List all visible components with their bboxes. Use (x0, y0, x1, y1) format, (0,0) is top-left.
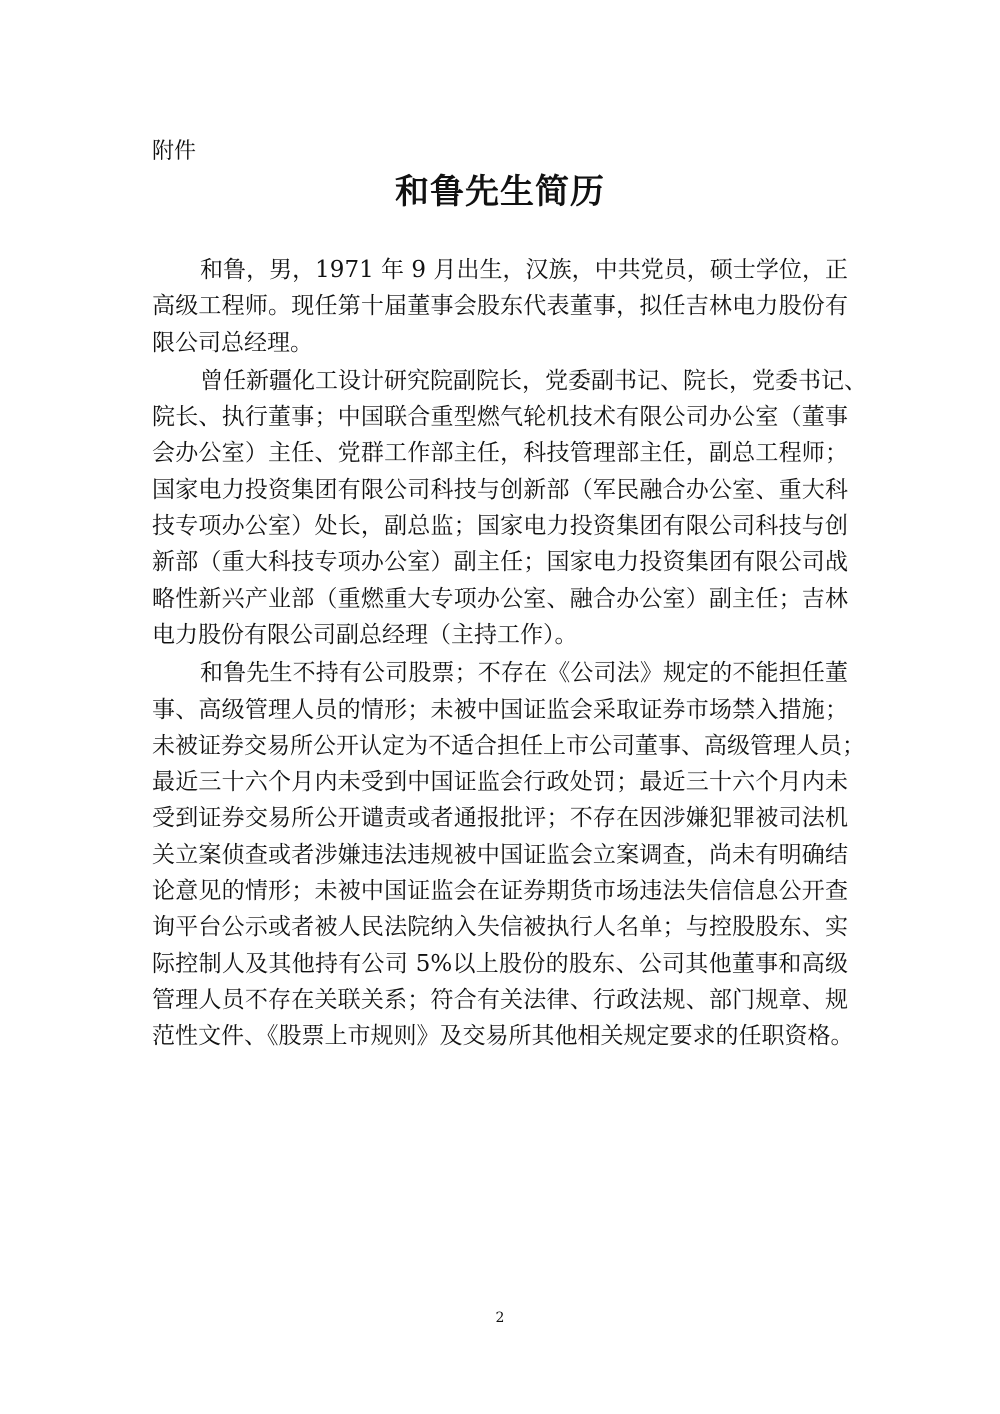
text-line: 曾任新疆化工设计研究院副院长，党委副书记、院长，党委书记、 (200, 367, 867, 394)
text-line: 际控制人及其他持有公司 5%以上股份的股东、公司其他董事和高级 (152, 950, 848, 977)
text-line: 未被证券交易所公开认定为不适合担任上市公司董事、高级管理人员； (152, 732, 865, 759)
text-line: 和鲁，男，1971 年 9 月出生，汉族，中共党员，硕士学位，正 (200, 257, 848, 283)
document-title: 和鲁先生简历 (395, 172, 605, 212)
text-line: 和鲁先生不持有公司股票；不存在《公司法》规定的不能担任董 (200, 660, 848, 687)
page-number: 2 (495, 1310, 505, 1326)
text-line: 询平台公示或者被人民法院纳入失信被执行人名单；与控股股东、实 (152, 914, 848, 941)
text-line: 受到证券交易所公开谴责或者通报批评；不存在因涉嫌犯罪被司法机 (152, 805, 848, 832)
text-line: 技专项办公室）处长，副总监；国家电力投资集团有限公司科技与创 (152, 513, 848, 540)
text-line: 管理人员不存在关联关系；符合有关法律、行政法规、部门规章、规 (152, 986, 848, 1013)
attachment-label: 附件 (152, 139, 197, 164)
paragraph (152, 363, 867, 653)
text-line: 关立案侦查或者涉嫌违法违规被中国证监会立案调查，尚未有明确结 (152, 841, 848, 868)
text-line: 范性文件、《股票上市规则》及交易所其他相关规定要求的任职资格。 (152, 1023, 854, 1050)
text-line: 会办公室）主任、党群工作部主任，科技管理部主任，副总工程师； (152, 440, 848, 467)
paragraph (152, 252, 848, 361)
text-line: 电力股份有限公司副总经理（主持工作）。 (152, 621, 578, 648)
text-line: 论意见的情形；未被中国证监会在证券期货市场违法失信信息公开查 (152, 878, 848, 905)
text-line: 新部（重大科技专项办公室）副主任；国家电力投资集团有限公司战 (152, 549, 848, 576)
text-line: 事、高级管理人员的情形；未被中国证监会采取证券市场禁入措施； (152, 696, 848, 723)
text-line: 高级工程师。现任第十届董事会股东代表董事，拟任吉林电力股份有 (152, 293, 848, 320)
paragraph (152, 655, 865, 1054)
text-line: 最近三十六个月内未受到中国证监会行政处罚；最近三十六个月内未 (152, 769, 848, 796)
text-line: 限公司总经理。 (152, 329, 313, 356)
text-line: 略性新兴产业部（重燃重大专项办公室、融合办公室）副主任；吉林 (152, 585, 848, 612)
text-line: 国家电力投资集团有限公司科技与创新部（军民融合办公室、重大科 (152, 476, 848, 503)
document-body (152, 252, 867, 1057)
text-line: 院长、执行董事；中国联合重型燃气轮机技术有限公司办公室（董事 (152, 404, 848, 431)
